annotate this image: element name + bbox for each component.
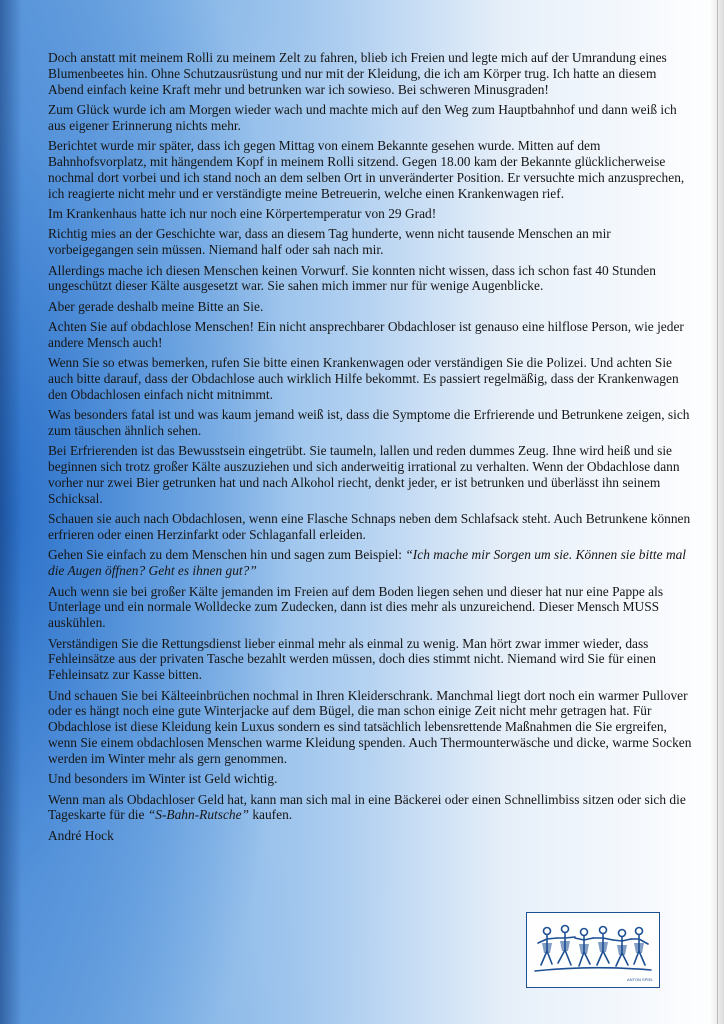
paragraph: Bei Erfrierenden ist das Bewusstsein eingetrübt. Sie taumeln, lallen und reden dummes Zeug. Ihne wird heiß und sie beginnen sich trotz großer Kälte auszuziehen und sich anderweitig irrational zu verhalten. Wenn der Obdachlose dann vorher nur zwei Bier getrunken hat und nach Alkohol riecht, denkt jeder, er ist betrunken und überlässt ihn seinem Schicksal. bbox=[48, 443, 680, 506]
paragraph: Und schauen Sie bei Kälteeinbrüchen nochmal in Ihren Kleiderschrank. Manchmal liegt dort noch ein warmer Pullover oder es hängt noch eine gute Winterjacke auf dem Bügel, die man schon einige Zeit nicht mehr getragen hat. Für Obdachlose ist diese Kleidung kein Luxus sondern es sind tatsächlich lebensrettende Maßnahmen die Sie ergreifen, wenn Sie einem obdachlosen Menschen warme Kleidung spenden. Auch Thermounterwäsche und dicke, warme Socken werden im Winter mehr als gern genommen. bbox=[48, 687, 692, 766]
paragraph: Zum Glück wurde ich am Morgen wieder wach und machte mich auf den Weg zum Hauptbahnhof und dann weiß ich aus eigener Erinnerung nichts mehr. bbox=[48, 101, 677, 133]
stamp-drawing bbox=[527, 913, 658, 986]
paragraph: Verständigen Sie die Rettungsdienst lieber einmal mehr als einmal zu wenig. Man hört zwar immer wieder, dass Fehleinsätze aus der privaten Tasche bezahlt werden müssen, doch dies stimmt nicht. Niemand wird Sie für einen Fehleinsatz zur Kasse bitten. bbox=[48, 635, 656, 683]
paragraph: Aber gerade deshalb meine Bitte an Sie. bbox=[48, 298, 264, 314]
paragraph: Auch wenn sie bei großer Kälte jemanden im Freien auf dem Boden liegen sehen und dieser hat nur eine Pappe als Unterlage und ein normale Wolldecke zum Zudecken, dann ist dies mehr als unzureichend. Dieser Mensch MUSS auskühlen. bbox=[48, 583, 664, 631]
last-paragraph bbox=[48, 792, 694, 824]
paragraph: Wenn Sie so etwas bemerken, rufen Sie bitte einen Krankenwagen oder verständigen Sie die Polizei. Und achten Sie auch bitte darauf, dass der Obdachlose auch wirklich Hilfe bekommt. Es passiert regelmäßig, dass der Krankenwagen den Obdachlosen einfach nicht mitnimmt. bbox=[48, 355, 679, 402]
quote-text: “Ich mache mir Sorgen um sie. Können sie bitte mal die Augen öffnen? Geht es ihnen gut?” bbox=[48, 547, 687, 579]
paragraph: Achten Sie auf obdachlose Menschen! Ein nicht ansprechbarer Obdachloser ist genauso eine hilflose Person, wie jeder andere Mensch auch! bbox=[48, 319, 684, 350]
paragraph: Schauen sie auch nach Obdachlosen, wenn eine Flasche Schnaps neben dem Schlafsack steht. Auch Betrunkene können erfrieren oder einen Herzinfarkt oder Schlaganfall erleiden. bbox=[48, 511, 691, 543]
right-edge-line bbox=[717, 0, 718, 1024]
dancing-figures-stamp-icon bbox=[526, 912, 660, 988]
quote-intro: Gehen Sie einfach zu dem Menschen hin und sagen zum Beispiel: bbox=[48, 547, 406, 563]
last-paragraph-text: Wenn man als Obdachloser Geld hat, kann man sich mal in eine Bäckerei oder einen Schnellimbiss sitzen oder sich die Tageskarte für die bbox=[48, 791, 686, 823]
paragraph: Im Krankenhaus hatte ich nur noch eine Körpertemperatur von 29 Grad! bbox=[48, 205, 437, 221]
paragraph: Berichtet wurde mir später, dass ich gegen Mittag von einem Bekannte gesehen wurde. Mitten auf dem Bahnhofsvorplatz, mit hängendem Kopf in meinem Rolli sitzend. Gegen 18.00 kam der Bekannte glücklicherweise nochmal dort vorbei und ich stand noch an dem selben Ort in unveränderter Position. Er versuchte mich anzusprechen, ich reagierte nicht mehr und er verständigte meine Betreuerin, welche einen Krankenwagen rief. bbox=[48, 138, 685, 201]
scan-edge-shadow bbox=[0, 0, 22, 1024]
paragraph: Und besonders im Winter ist Geld wichtig. bbox=[48, 771, 278, 787]
author-signature: André Hock bbox=[48, 827, 114, 843]
s-bahn-rutsche-name: “S-Bahn-Rutsche” bbox=[147, 807, 249, 823]
paragraph: Was besonders fatal ist und was kaum jemand weiß ist, dass die Symptome die Erfrierende und Betrunkene zeigen, sich zum täuschen ähnlich sehen. bbox=[48, 407, 690, 439]
paragraph: Doch anstatt mit meinem Rolli zu meinem Zelt zu fahren, blieb ich Freien und legte mich auf der Umrandung eines Blumenbeetes hin. Ohne Schutzausrüstung und nur mit der Kleidung, die ich am Körper trug. Ich hatte an diesem Abend einfach keine Kraft mehr und betrunken war ich sowieso. Bei schweren Minusgraden! bbox=[48, 50, 667, 97]
last-paragraph-end: kaufen. bbox=[249, 807, 293, 823]
article-body bbox=[48, 50, 694, 848]
stamp-caption: ANTON SPIEL bbox=[627, 977, 654, 982]
paragraph: Richtig mies an der Geschichte war, dass an diesem Tag hunderte, wenn nicht tausende Menschen an mir vorbeigegangen sein müssen. Niemand half oder sah nach mir. bbox=[48, 226, 611, 258]
paragraph: Allerdings mache ich diesen Menschen keinen Vorwurf. Sie konnten nicht wissen, dass ich schon fast 40 Stunden ungeschützt dieser Kälte ausgesetzt war. Sie sahen mich immer nur für wenige Augenblicke. bbox=[48, 262, 656, 294]
quote-paragraph bbox=[48, 547, 694, 579]
